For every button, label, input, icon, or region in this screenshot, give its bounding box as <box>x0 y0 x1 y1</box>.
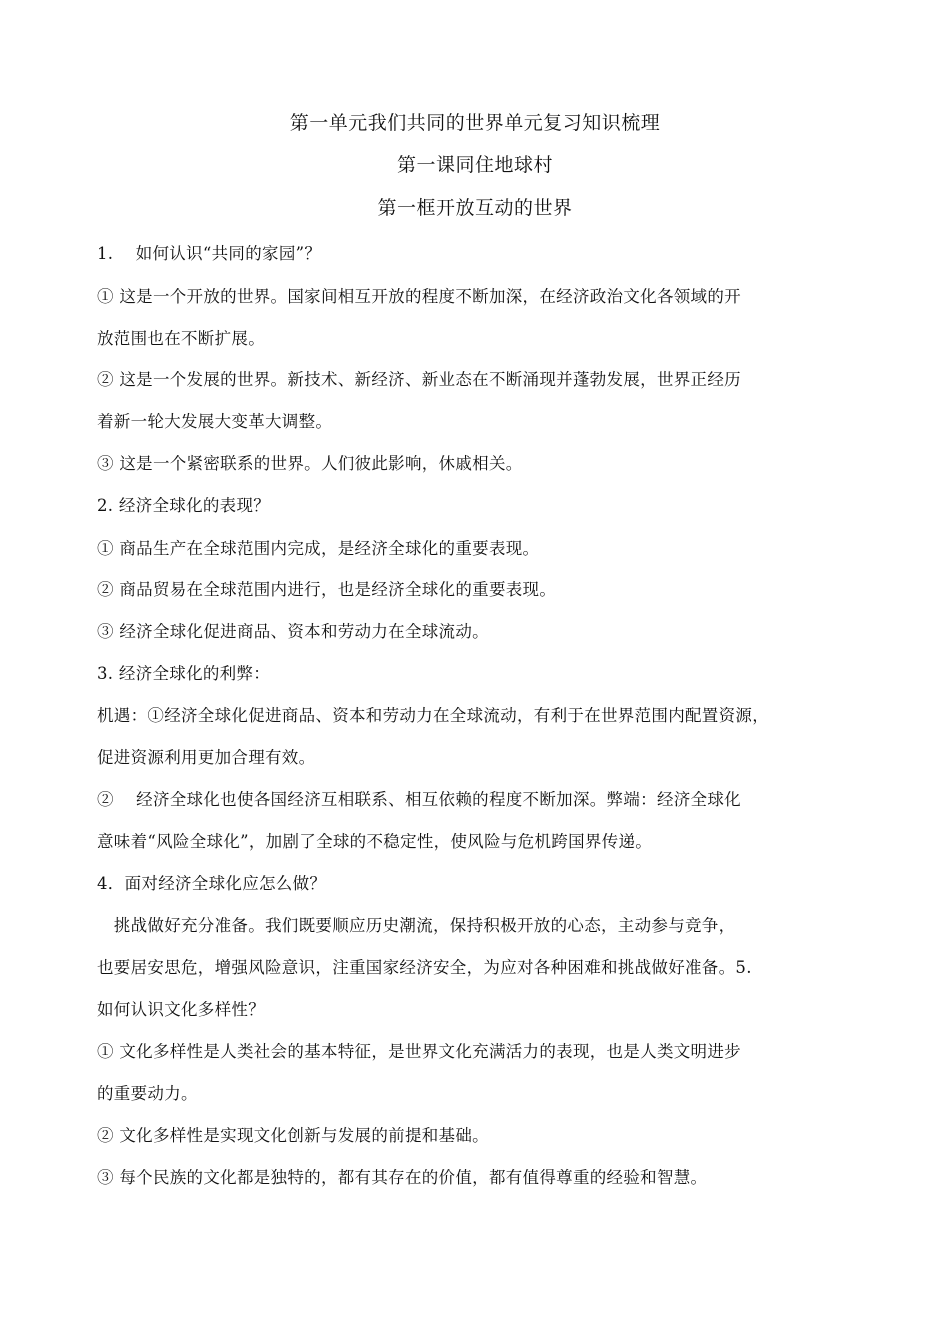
answer-line: ③ 每个民族的文化都是独特的，都有其存在的价值，都有值得尊重的经验和智慧。 <box>97 1168 708 1187</box>
section-title: 第一框开放互动的世界 <box>377 197 573 219</box>
question-heading-4: 4．面对经济全球化应怎么做？ <box>97 874 327 893</box>
answer-line: ① 文化多样性是人类社会的基本特征，是世界文化充满活力的表现，也是人类文明进步 <box>97 1042 741 1061</box>
answer-line: ② 商品贸易在全球范围内进行，也是经济全球化的重要表现。 <box>97 580 557 599</box>
question-heading-1: 1. 如何认识“共同的家园”？ <box>97 244 322 263</box>
unit-title: 第一单元我们共同的世界单元复习知识梳理 <box>289 112 661 134</box>
answer-line: 着新一轮大发展大变革大调整。 <box>97 412 333 431</box>
answer-line: 也要居安思危，增强风险意识，注重国家经济安全，为应对各种困难和挑战做好准备。5. <box>97 958 752 977</box>
answer-line: 挑战做好充分准备。我们既要顺应历史潮流，保持积极开放的心态，主动参与竞争， <box>97 916 736 935</box>
answer-line: ③ 经济全球化促进商品、资本和劳动力在全球流动。 <box>97 622 489 641</box>
answer-line: ② 文化多样性是实现文化创新与发展的前提和基础。 <box>97 1126 489 1145</box>
answer-line: ② 这是一个发展的世界。新技术、新经济、新业态在不断涌现并蓬勃发展，世界正经历 <box>97 370 741 389</box>
question-heading-2: 2. 经济全球化的表现？ <box>97 496 271 515</box>
lesson-title: 第一课同住地球村 <box>396 154 553 176</box>
answer-line: ① 商品生产在全球范围内完成，是经济全球化的重要表现。 <box>97 539 540 558</box>
answer-line: 的重要动力。 <box>97 1084 198 1103</box>
answer-line: ③ 这是一个紧密联系的世界。人们彼此影响，休戚相关。 <box>97 454 523 473</box>
answer-line: 促进资源利用更加合理有效。 <box>97 748 316 767</box>
question-heading-5: 如何认识文化多样性？ <box>97 1000 265 1019</box>
answer-line: 放范围也在不断扩展。 <box>97 329 265 348</box>
answer-line: ② 经济全球化也使各国经济互相联系、相互依赖的程度不断加深。弊端：经济全球化 <box>97 790 741 809</box>
answer-line: 机遇：①经济全球化促进商品、资本和劳动力在全球流动，有利于在世界范围内配置资源， <box>97 706 769 725</box>
answer-line: ① 这是一个开放的世界。国家间相互开放的程度不断加深，在经济政治文化各领域的开 <box>97 287 741 306</box>
answer-line: 意味着“风险全球化”，加剧了全球的不稳定性，使风险与危机跨国界传递。 <box>97 832 653 851</box>
question-heading-3: 3. 经济全球化的利弊： <box>97 664 271 683</box>
